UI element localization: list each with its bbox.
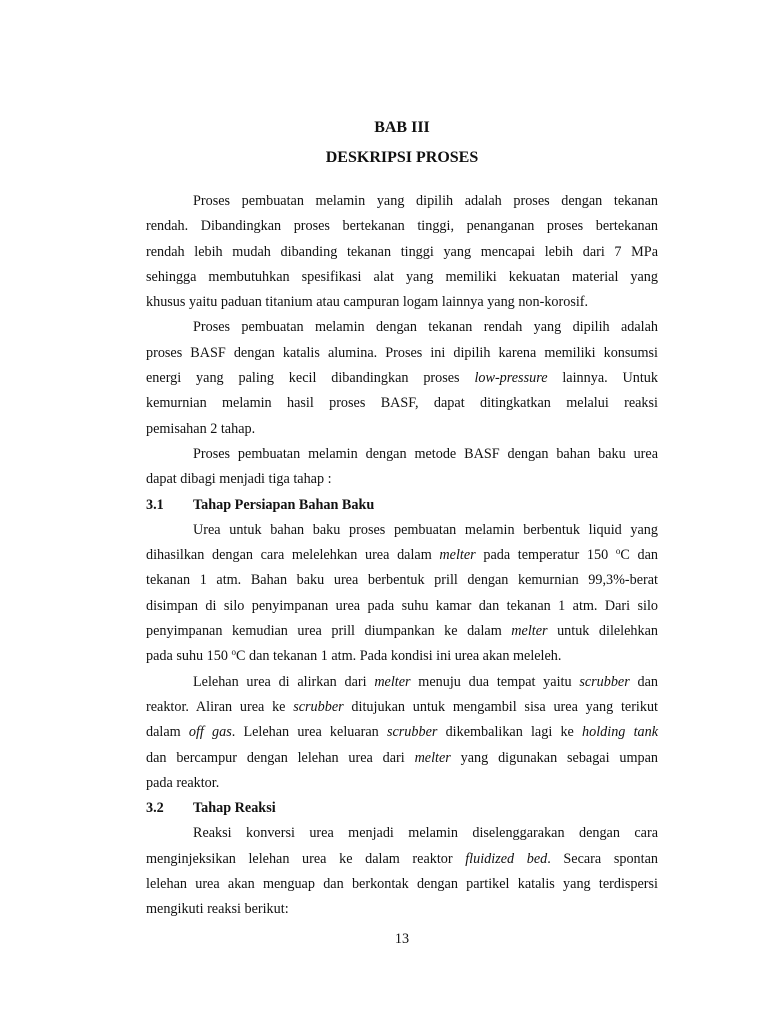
italic-term: melter <box>414 749 451 766</box>
section-number: 3.2 <box>146 800 164 817</box>
paragraph-line: pada suhu 150 $^o$C dan tekanan 1 atm. Pada kondisi ini urea akan meleleh. <box>146 647 562 665</box>
paragraph-line: pada reaktor. <box>146 774 220 791</box>
italic-term: melter <box>374 673 411 690</box>
paragraph-line: menginjeksikan lelehan urea ke dalam reaktor fluidized bed. Secara spontan <box>146 850 658 867</box>
paragraph-line: Urea untuk bahan baku proses pembuatan melamin berbentuk liquid yang <box>193 521 658 538</box>
paragraph-line: khusus yaitu paduan titanium atau campuran logam lainnya yang non-korosif. <box>146 294 589 311</box>
italic-term: scrubber <box>579 673 630 690</box>
paragraph-line: Lelehan urea di alirkan dari melter menuju dua tempat yaitu scrubber dan <box>193 673 658 690</box>
paragraph-line: reaktor. Aliran urea ke scrubber ditujukan untuk mengambil sisa urea yang terikut <box>146 698 658 715</box>
paragraph-line: dihasilkan dengan cara melelehkan urea dalam melter pada temperatur 150 $^o$C dan <box>146 546 658 564</box>
paragraph-line: kemurnian melamin hasil proses BASF, dapat ditingkatkan melalui reaksi <box>146 395 658 412</box>
section-title: Tahap Persiapan Bahan Baku <box>193 496 375 513</box>
paragraph-line: Proses pembuatan melamin dengan metode BASF dengan bahan baku urea <box>193 445 658 462</box>
paragraph-line: rendah. Dibandingkan proses bertekanan tinggi, penanganan proses bertekanan <box>146 218 658 235</box>
italic-term: low-pressure <box>474 370 548 387</box>
paragraph-line: disimpan di silo penyimpanan urea pada suhu kamar dan tekanan 1 atm. Dari silo <box>146 597 658 614</box>
paragraph-line: dalam off gas. Lelehan urea keluaran scrubber dikembalikan lagi ke holding tank <box>146 724 658 741</box>
chapter-title: DESKRIPSI PROSES <box>325 149 479 166</box>
italic-term: melter <box>439 547 476 564</box>
paragraph-line: Proses pembuatan melamin dengan tekanan rendah yang dipilih adalah <box>193 319 658 336</box>
degree-superscript: o <box>231 647 237 658</box>
section-heading <box>146 796 658 821</box>
paragraph-line: dan bercampur dengan lelehan urea dari melter yang digunakan sebagai umpan <box>146 749 658 766</box>
paragraph-line: rendah lebih mudah dibanding tekanan tinggi yang mencapai lebih dari 7 MPa <box>146 243 658 260</box>
section-title: Tahap Reaksi <box>193 800 276 817</box>
italic-term: scrubber <box>386 724 438 741</box>
italic-term: fluidized bed <box>465 850 548 867</box>
chapter-label: BAB III <box>374 119 430 136</box>
section-number: 3.1 <box>146 496 164 513</box>
italic-term: off gas <box>188 724 232 741</box>
section-heading <box>146 493 658 518</box>
paragraph-line: sehingga membutuhkan spesifikasi alat yang memiliki kekuatan material yang <box>146 268 658 285</box>
paragraph-line: dapat dibagi menjadi tiga tahap : <box>146 471 332 488</box>
paragraph-line: pemisahan 2 tahap. <box>146 420 256 437</box>
italic-term: melter <box>511 623 548 640</box>
paragraph-line: penyimpanan kemudian urea prill diumpankan ke dalam melter untuk dilelehkan <box>146 623 659 640</box>
paragraph-line: mengikuti reaksi berikut: <box>146 901 289 918</box>
degree-superscript: o <box>615 546 621 557</box>
paragraph-line: Proses pembuatan melamin yang dipilih adalah proses dengan tekanan <box>193 193 658 209</box>
page-number: 13 <box>394 931 410 947</box>
italic-term: holding tank <box>582 724 658 741</box>
italic-term: scrubber <box>293 698 344 715</box>
document-body <box>146 189 658 923</box>
paragraph-line: proses BASF dengan katalis alumina. Proses ini dipilih karena memiliki konsumsi <box>146 344 658 361</box>
paragraph-line: lelehan urea akan menguap dan berkontak dengan partikel katalis yang terdispersi <box>146 876 658 893</box>
paragraph-line: Reaksi konversi urea menjadi melamin diselenggarakan dengan cara <box>193 825 658 842</box>
paragraph-line: energi yang paling kecil dibandingkan proses low-pressure lainnya. Untuk <box>146 370 658 387</box>
paragraph-line: tekanan 1 atm. Bahan baku urea berbentuk prill dengan kemurnian 99,3%-berat <box>146 572 658 589</box>
